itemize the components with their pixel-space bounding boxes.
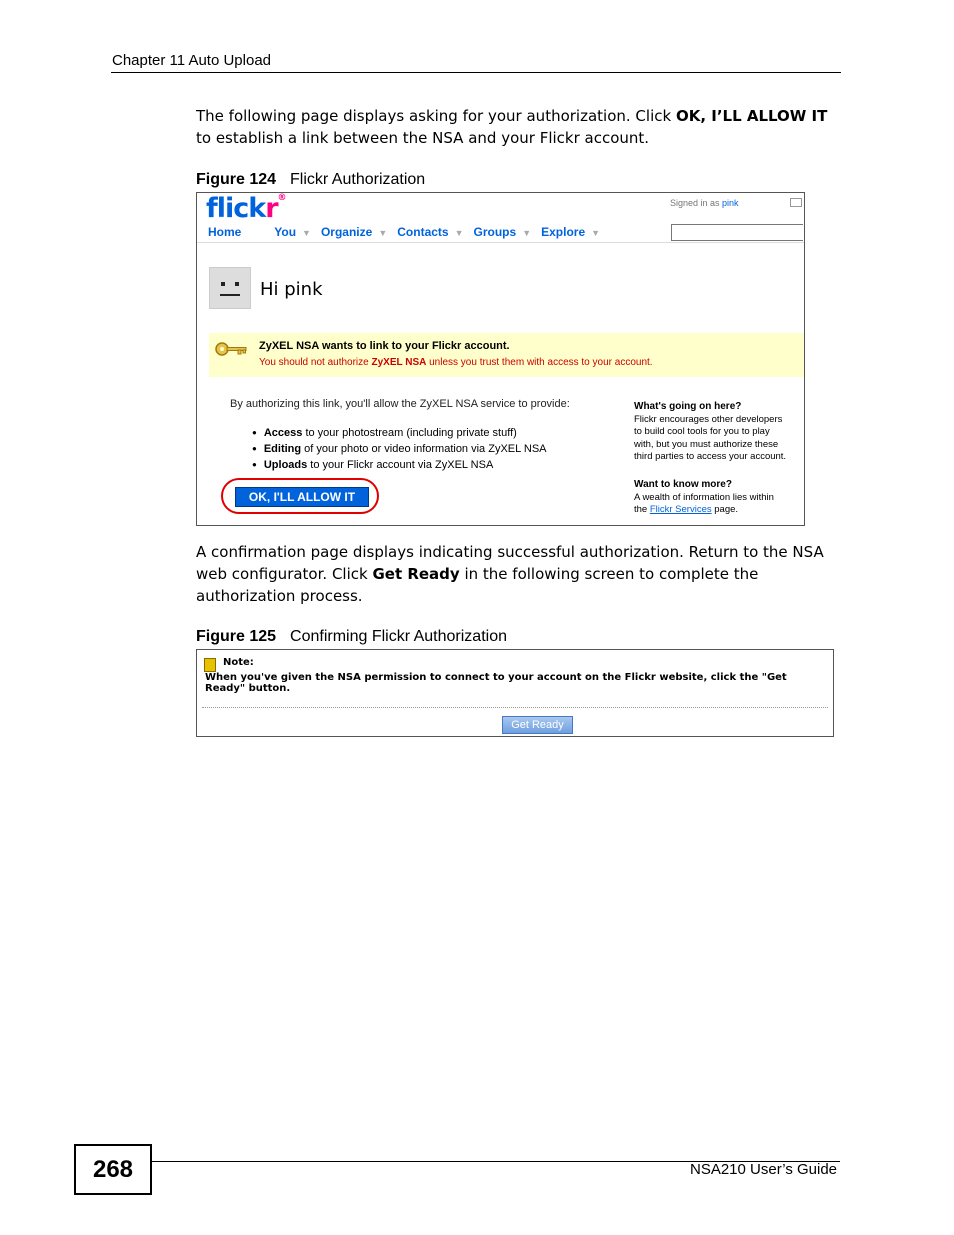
buddy-eye: [235, 282, 239, 286]
flickr-nav: [208, 225, 610, 239]
permission-name: Uploads: [263, 459, 308, 471]
intro-text: The following page displays asking for your authorization. Click: [196, 107, 676, 125]
allow-button[interactable]: OK, I'LL ALLOW IT: [235, 487, 369, 507]
nav-explore[interactable]: Explore: [541, 225, 586, 239]
warn-bold: ZyXEL NSA: [371, 357, 427, 368]
note-label: Note:: [223, 657, 254, 668]
signed-in-label: Signed in as: [670, 198, 723, 208]
nav-you[interactable]: You: [274, 225, 297, 239]
nav-groups[interactable]: Groups: [473, 225, 517, 239]
registered-icon: ®: [277, 193, 286, 203]
chevron-down-icon[interactable]: ▼: [591, 228, 601, 238]
side-line: with, but you must authorize these: [634, 438, 779, 450]
figure-number: Figure 124: [196, 171, 277, 188]
buddy-eye: [221, 282, 225, 286]
side-line: Flickr encourages other developers: [634, 413, 783, 425]
list-item: [252, 441, 547, 457]
list-item: [252, 425, 547, 441]
nav-divider: [197, 242, 804, 243]
buddy-mouth: [220, 294, 240, 296]
warn-text: You should not authorize: [259, 357, 372, 368]
authorization-intro: By authorizing this link, you'll allow the ZyXEL NSA service to provide:: [230, 398, 570, 410]
chapter-header: Chapter 11 Auto Upload: [112, 52, 272, 69]
intro-paragraph: [196, 105, 846, 149]
permission-desc: of your photo or video information via ZyXEL NSA: [301, 443, 547, 455]
chevron-down-icon[interactable]: ▼: [522, 228, 532, 238]
intro-bold: OK, I’LL ALLOW IT: [675, 107, 828, 125]
permission-desc: to your Flickr account via ZyXEL NSA: [307, 459, 494, 471]
side-title: What's going on here?: [634, 401, 742, 412]
alert-title: ZyXEL NSA wants to link to your Flickr account.: [259, 340, 510, 352]
figure-124-caption: [196, 171, 425, 189]
greeting: Hi pink: [260, 279, 323, 300]
nav-contacts[interactable]: Contacts: [397, 225, 449, 239]
permission-list: [252, 425, 547, 473]
nav-organize[interactable]: Organize: [320, 225, 373, 239]
middle-text: A confirmation page displays indicating successful authorization. Return to the NSA web configurator. Click: [196, 543, 824, 583]
flickr-logo[interactable]: [206, 193, 286, 224]
header-rule: [111, 72, 841, 73]
confirm-authorization-screenshot: [196, 649, 834, 737]
figure-number: Figure 125: [196, 628, 277, 645]
intro-text-end: to establish a link between the NSA and your Flickr account.: [196, 129, 650, 147]
figure-125-caption: [196, 628, 507, 646]
key-icon: [214, 340, 248, 358]
side-line: the: [634, 504, 650, 515]
want-to-know-more-panel: [634, 479, 804, 517]
chevron-down-icon[interactable]: ▼: [454, 228, 464, 238]
flickr-services-link[interactable]: Flickr Services: [649, 504, 712, 515]
get-ready-button[interactable]: Get Ready: [502, 716, 573, 734]
list-item: [252, 457, 547, 473]
signed-in-status: [670, 198, 739, 208]
chevron-down-icon[interactable]: ▼: [302, 228, 311, 238]
side-line: A wealth of information lies within: [634, 491, 774, 503]
confirmation-paragraph: [196, 541, 846, 607]
side-line: third parties to access your account.: [634, 451, 787, 462]
side-line: page.: [711, 504, 739, 515]
whats-going-on-panel: [634, 401, 804, 464]
alert-warning: [259, 357, 653, 368]
warn-text-end: unless you trust them with access to your account.: [426, 357, 653, 368]
signed-in-user-link[interactable]: pink: [722, 198, 739, 208]
side-title: Want to know more?: [634, 479, 732, 490]
note-text: When you've given the NSA permission to connect to your account on the Flickr website, click the "Get Ready" button.: [205, 672, 787, 694]
permission-desc: to your photostream (including private stuff): [302, 427, 517, 439]
middle-text-end: in the following screen to complete the authorization process.: [196, 565, 759, 605]
permission-name: Access: [263, 427, 303, 439]
logo-text: flick: [206, 193, 266, 224]
search-input[interactable]: [671, 224, 803, 241]
figure-title: Confirming Flickr Authorization: [290, 628, 507, 645]
side-line: to build cool tools for you to play: [634, 426, 770, 437]
flickr-authorization-screenshot: [196, 192, 805, 526]
page-number: 268: [74, 1144, 152, 1195]
note-divider: [202, 707, 828, 708]
chevron-down-icon[interactable]: ▼: [378, 228, 388, 238]
guide-title: NSA210 User’s Guide: [690, 1161, 838, 1178]
logo-accent: r: [265, 193, 278, 224]
authorization-alert: [209, 333, 804, 377]
nav-home[interactable]: Home: [208, 225, 242, 239]
permission-name: Editing: [263, 443, 302, 455]
buddy-icon: [209, 267, 251, 309]
note-icon: [204, 658, 216, 672]
mail-icon[interactable]: [790, 198, 802, 207]
middle-bold: Get Ready: [372, 565, 460, 583]
figure-title: Flickr Authorization: [290, 171, 426, 188]
